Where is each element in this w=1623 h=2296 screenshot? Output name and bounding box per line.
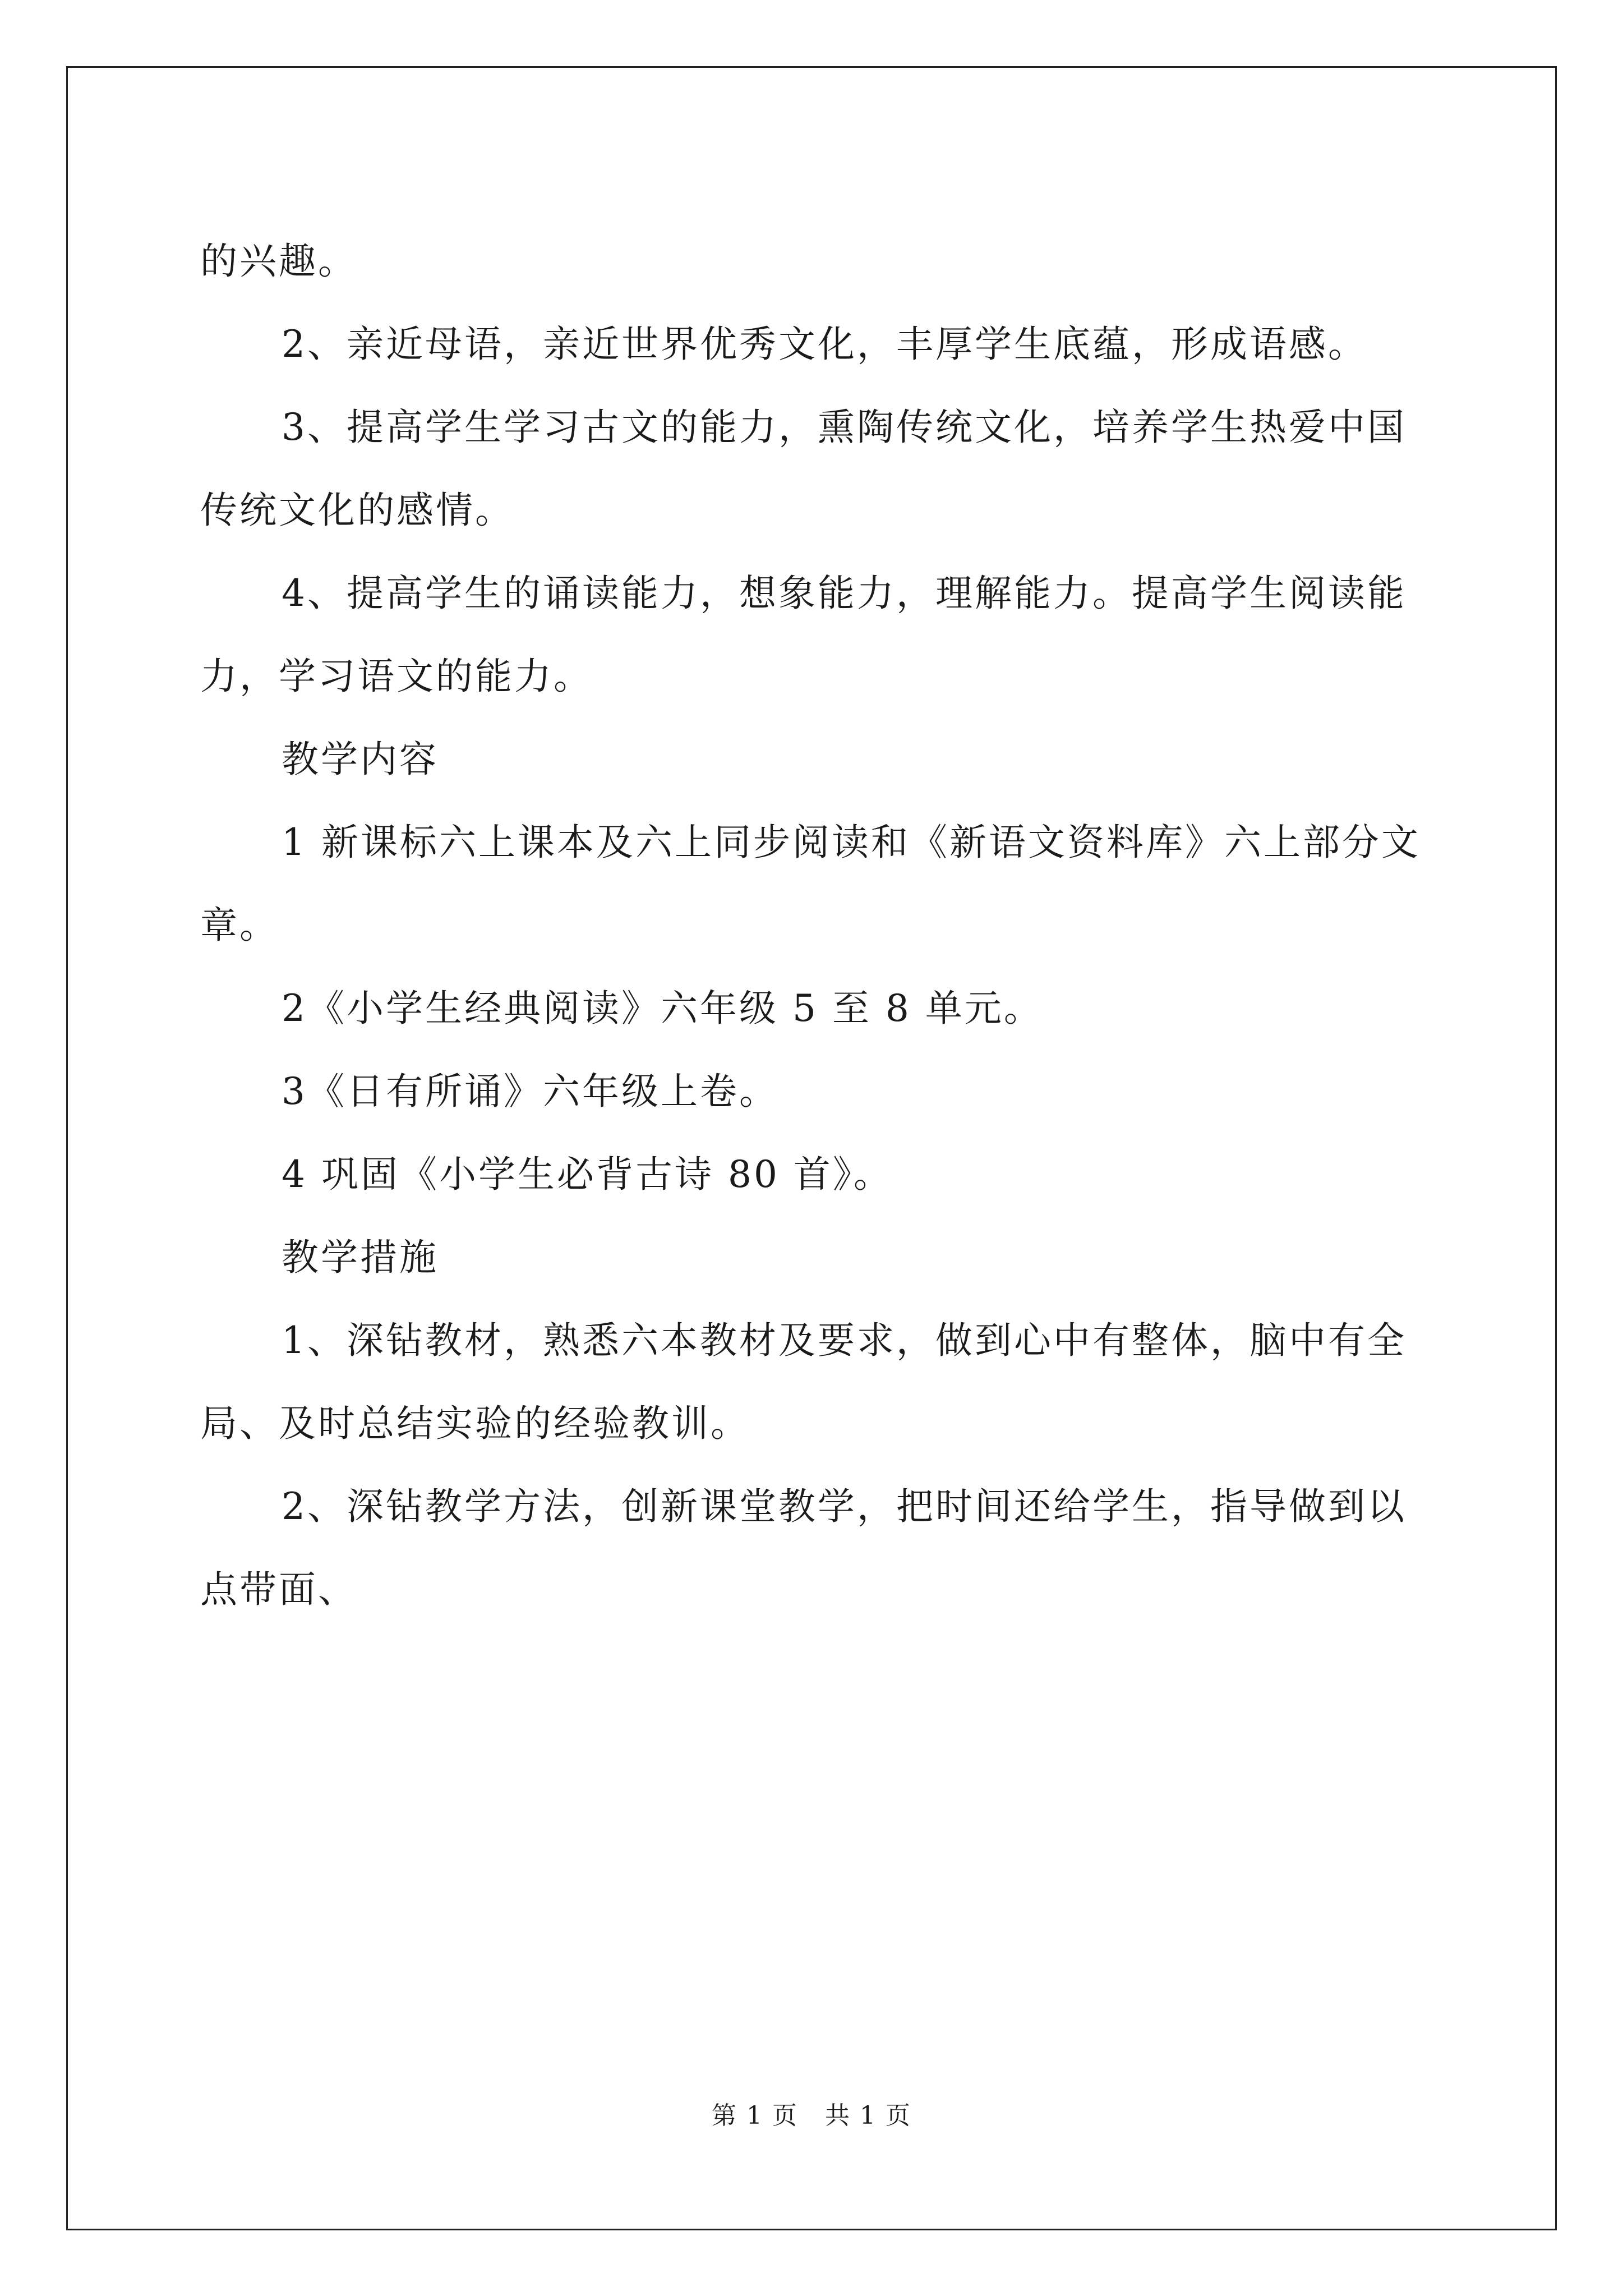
paragraph: 1 新课标六上课本及六上同步阅读和《新语文资料库》六上部分文章。 xyxy=(200,821,1421,947)
paragraph: 的兴趣。 xyxy=(200,240,357,283)
document-body xyxy=(200,220,1428,1631)
paragraph: 2、深钻教学方法，创新课堂教学，把时间还给学生，指导做到以点带面、 xyxy=(200,1485,1407,1611)
paragraph: 2《小学生经典阅读》六年级 5 至 8 单元。 xyxy=(282,987,1043,1030)
page-footer xyxy=(0,2095,1623,2131)
paragraph: 4、提高学生的诵读能力，想象能力，理解能力。提高学生阅读能力，学习语文的能力。 xyxy=(200,572,1407,698)
paragraph: 2、亲近母语，亲近世界优秀文化，丰厚学生底蕴，形成语感。 xyxy=(282,323,1367,366)
paragraph: 4 巩固《小学生必背古诗 80 首》。 xyxy=(282,1153,893,1196)
paragraph: 3、提高学生学习古文的能力，熏陶传统文化，培养学生热爱中国传统文化的感情。 xyxy=(200,406,1407,532)
page-number: 第 1 页 xyxy=(712,2101,798,2130)
paragraph: 1、深钻教材，熟悉六本教材及要求，做到心中有整体，脑中有全局、及时总结实验的经验教训。 xyxy=(200,1319,1407,1445)
section-heading-content: 教学内容 xyxy=(282,738,439,781)
paragraph: 3《日有所诵》六年级上卷。 xyxy=(282,1070,778,1113)
page-total: 共 1 页 xyxy=(825,2101,911,2130)
section-heading-measures: 教学措施 xyxy=(282,1236,439,1279)
